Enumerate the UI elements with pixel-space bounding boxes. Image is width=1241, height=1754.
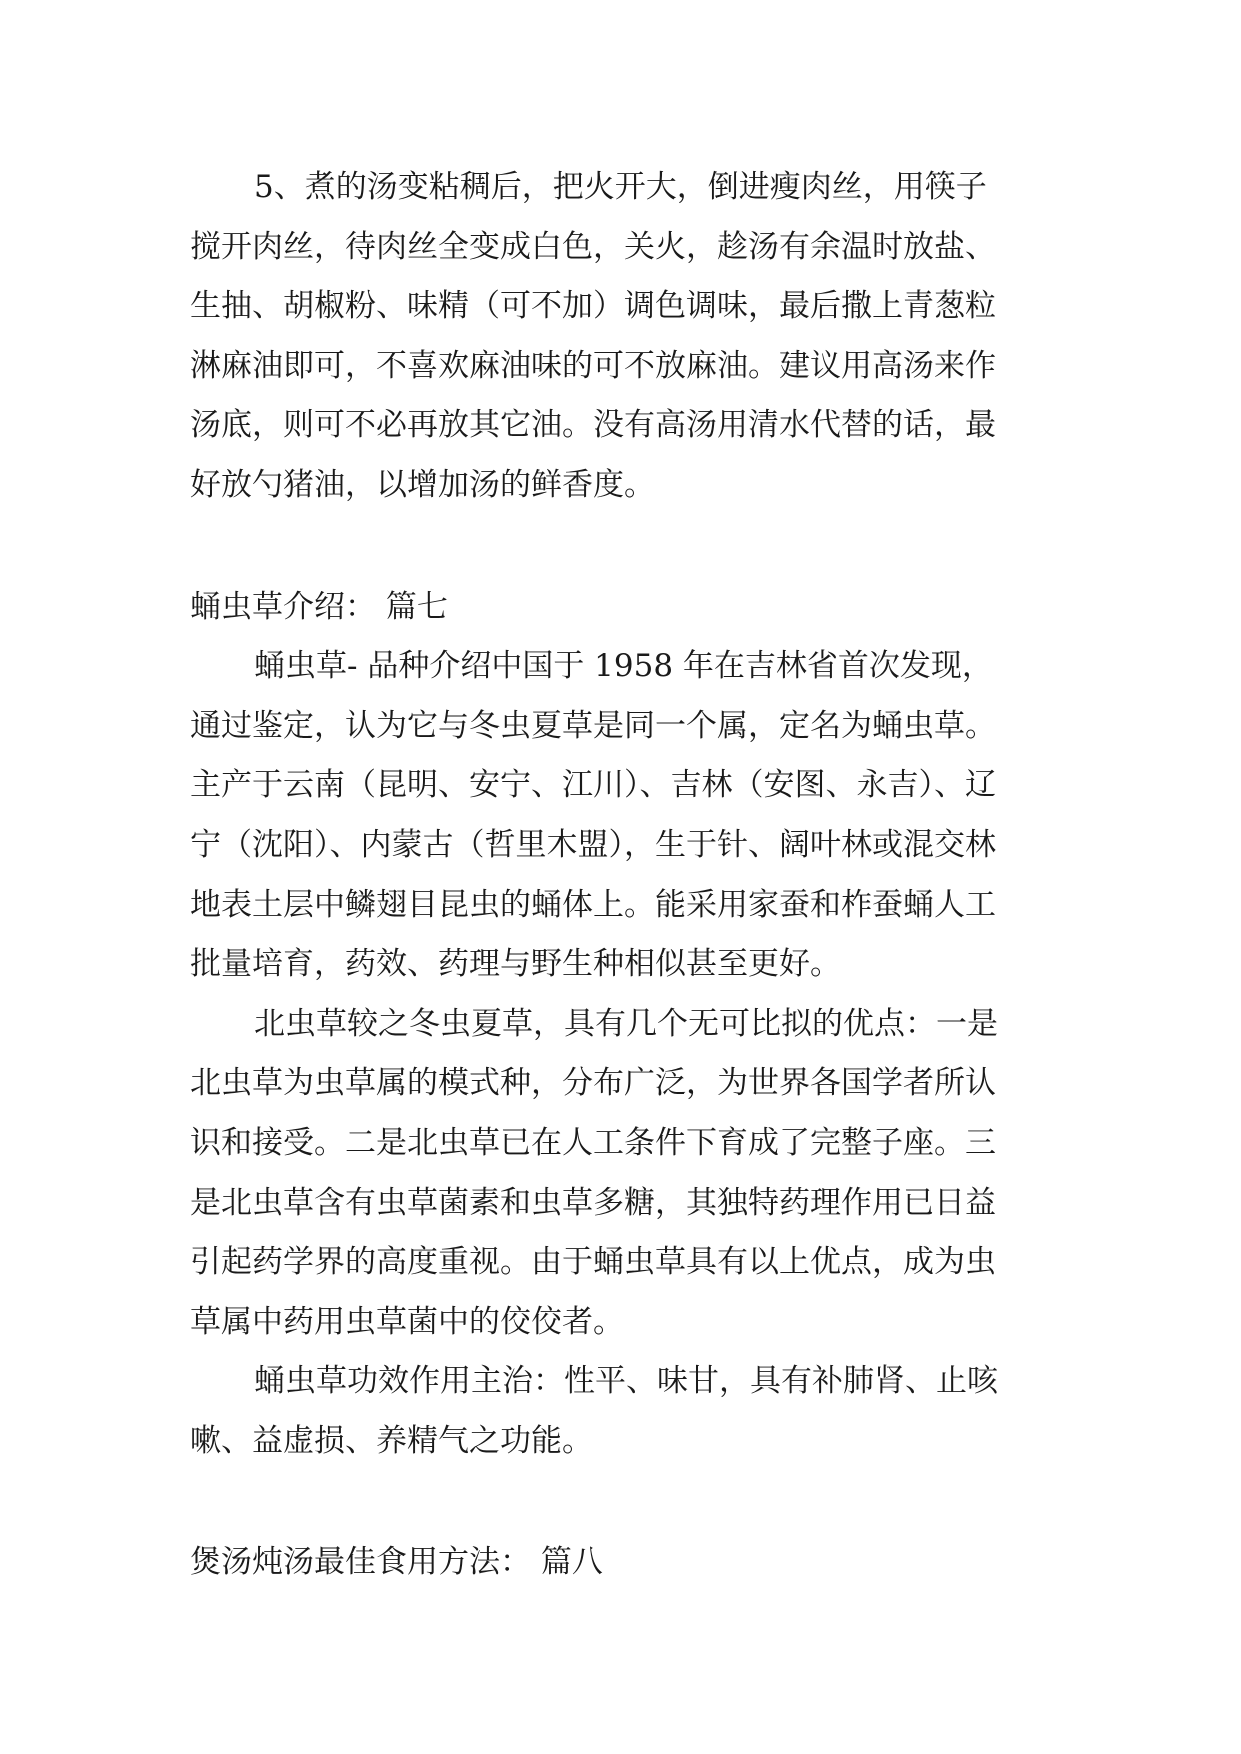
text-line: 是北虫草含有虫草菌素和虫草多糖，其独特药理作用已日益 (190, 1184, 996, 1221)
text-line: 地表土层中鳞翅目昆虫的蛹体上。能采用家蚕和柞蚕蛹人工 (190, 886, 996, 923)
text-line: 蛹虫草- 品种介绍中国于 1958 年在吉林省首次发现， (254, 648, 993, 685)
text-line: 引起药学界的高度重视。由于蛹虫草具有以上优点，成为虫 (190, 1244, 996, 1281)
text-line: 汤底，则可不必再放其它油。没有高汤用清水代替的话，最 (190, 407, 996, 444)
recipe-step-5-paragraph (190, 158, 1070, 516)
section-heading-chapter-7: 蛹虫草介绍： 篇七 (190, 588, 448, 625)
text-line: 生抽、胡椒粉、味精（可不加）调色调味，最后撒上青葱粒 (190, 288, 996, 325)
cordyceps-efficacy-paragraph (190, 1352, 1070, 1471)
text-line: 搅开肉丝，待肉丝全变成白色，关火，趁汤有余温时放盐、 (190, 228, 996, 265)
text-line: 通过鉴定，认为它与冬虫夏草是同一个属，定名为蛹虫草。 (190, 707, 996, 744)
text-line: 宁（沈阳）、内蒙古（哲里木盟），生于针、阔叶林或混交林 (190, 826, 996, 863)
cordyceps-advantages-paragraph (190, 995, 1070, 1353)
document-page (190, 158, 1070, 1593)
text-line: 嗽、益虚损、养精气之功能。 (190, 1422, 593, 1459)
text-line: 淋麻油即可，不喜欢麻油味的可不放麻油。建议用高汤来作 (190, 347, 996, 384)
text-line: 批量培育，药效、药理与野生种相似甚至更好。 (190, 946, 841, 983)
text-line: 北虫草较之冬虫夏草，具有几个无可比拟的优点：一是 (254, 1005, 998, 1042)
cordyceps-intro-paragraph (190, 637, 1070, 995)
text-line: 好放勺猪油，以增加汤的鲜香度。 (190, 466, 655, 503)
section-heading-chapter-8: 煲汤炖汤最佳食用方法： 篇八 (190, 1544, 603, 1581)
text-line: 北虫草为虫草属的模式种，分布广泛，为世界各国学者所认 (190, 1065, 996, 1102)
text-line: 草属中药用虫草菌中的佼佼者。 (190, 1303, 624, 1340)
text-line: 识和接受。二是北虫草已在人工条件下育成了完整子座。三 (190, 1124, 996, 1161)
text-line: 蛹虫草功效作用主治：性平、味甘，具有补肺肾、止咳 (254, 1363, 998, 1400)
text-line: 5、煮的汤变粘稠后，把火开大，倒进瘦肉丝，用筷子 (254, 169, 987, 205)
text-line: 主产于云南（昆明、安宁、江川）、吉林（安图、永吉）、辽 (190, 767, 996, 804)
